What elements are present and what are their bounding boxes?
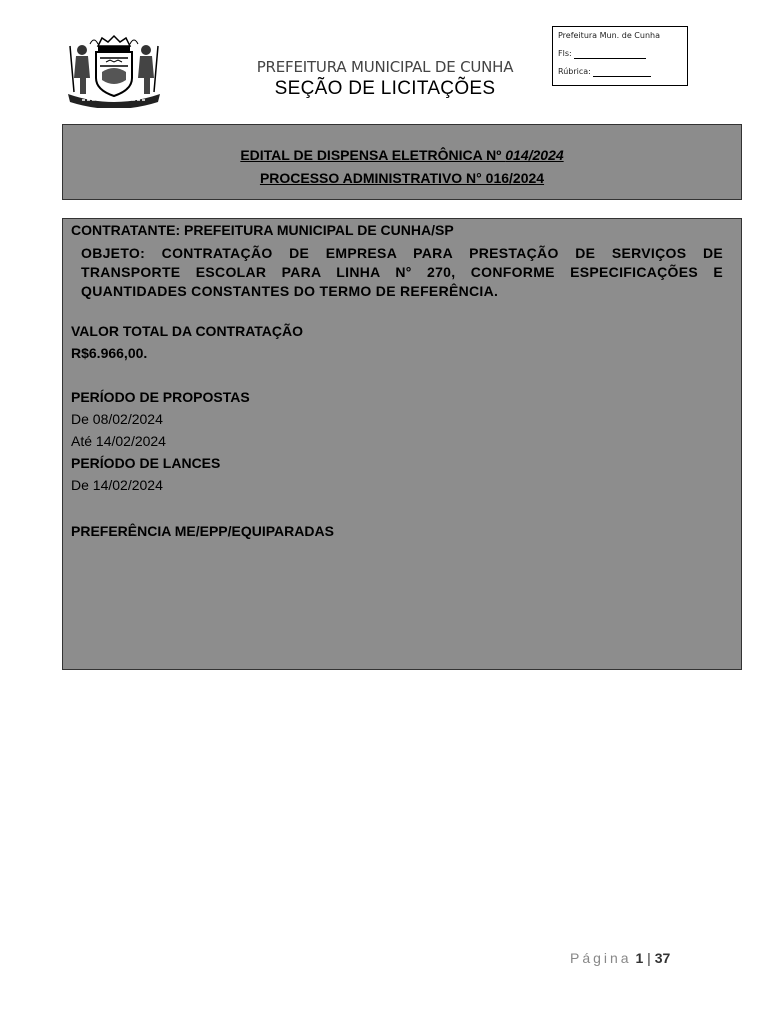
page-footer xyxy=(570,950,670,966)
fls-blank xyxy=(574,58,646,59)
fls-label: Fls: xyxy=(558,49,572,58)
prefeitura-title: PREFEITURA MUNICIPAL DE CUNHA xyxy=(256,58,514,76)
stamp-fls xyxy=(558,49,682,67)
processo-title: PROCESSO ADMINISTRATIVO N° 016/2024 xyxy=(259,170,545,186)
preferencia: PREFERÊNCIA ME/EPP/EQUIPARADAS xyxy=(71,523,334,539)
edital-title-box xyxy=(62,124,742,200)
details-box xyxy=(62,218,742,670)
propostas-de: De 08/02/2024 xyxy=(71,411,163,427)
lances-label: PERÍODO DE LANCES xyxy=(71,455,221,471)
lances-de: De 14/02/2024 xyxy=(71,477,163,493)
protocol-stamp xyxy=(552,26,688,86)
page-word: Página xyxy=(570,950,632,966)
propostas-ate: Até 14/02/2024 xyxy=(71,433,166,449)
propostas-label: PERÍODO DE PROPOSTAS xyxy=(71,389,250,405)
edital-prefix: EDITAL DE DISPENSA ELETRÔNICA Nº xyxy=(240,147,506,163)
stamp-rubrica xyxy=(558,67,682,85)
valor-total: R$6.966,00. xyxy=(71,345,148,361)
valor-label: VALOR TOTAL DA CONTRATAÇÃO xyxy=(71,323,304,339)
coat-of-arms-icon xyxy=(62,32,166,108)
edital-number: 014/2024 xyxy=(505,147,564,163)
page-separator: | xyxy=(647,950,651,966)
rubrica-label: Rúbrica: xyxy=(558,67,591,76)
page-current: 1 xyxy=(635,950,644,966)
contratante: CONTRATANTE: PREFEITURA MUNICIPAL DE CUNHA/SP xyxy=(71,222,454,238)
rubrica-blank xyxy=(593,76,651,77)
objeto: OBJETO: CONTRATAÇÃO DE EMPRESA PARA PRESTAÇÃO DE SERVIÇOS DE TRANSPORTE ESCOLAR PARA LINHA N° 270, CONFORME ESPECIFICAÇÕES E QUANTIDADES CONSTANTES DO TERMO DE REFERÊNCIA. xyxy=(81,245,723,299)
edital-title xyxy=(63,147,741,163)
secao-title: SEÇÃO DE LICITAÇÕES xyxy=(274,78,496,99)
page-total: 37 xyxy=(654,950,671,966)
header-titles xyxy=(220,58,550,100)
stamp-title: Prefeitura Mun. de Cunha xyxy=(558,31,660,40)
